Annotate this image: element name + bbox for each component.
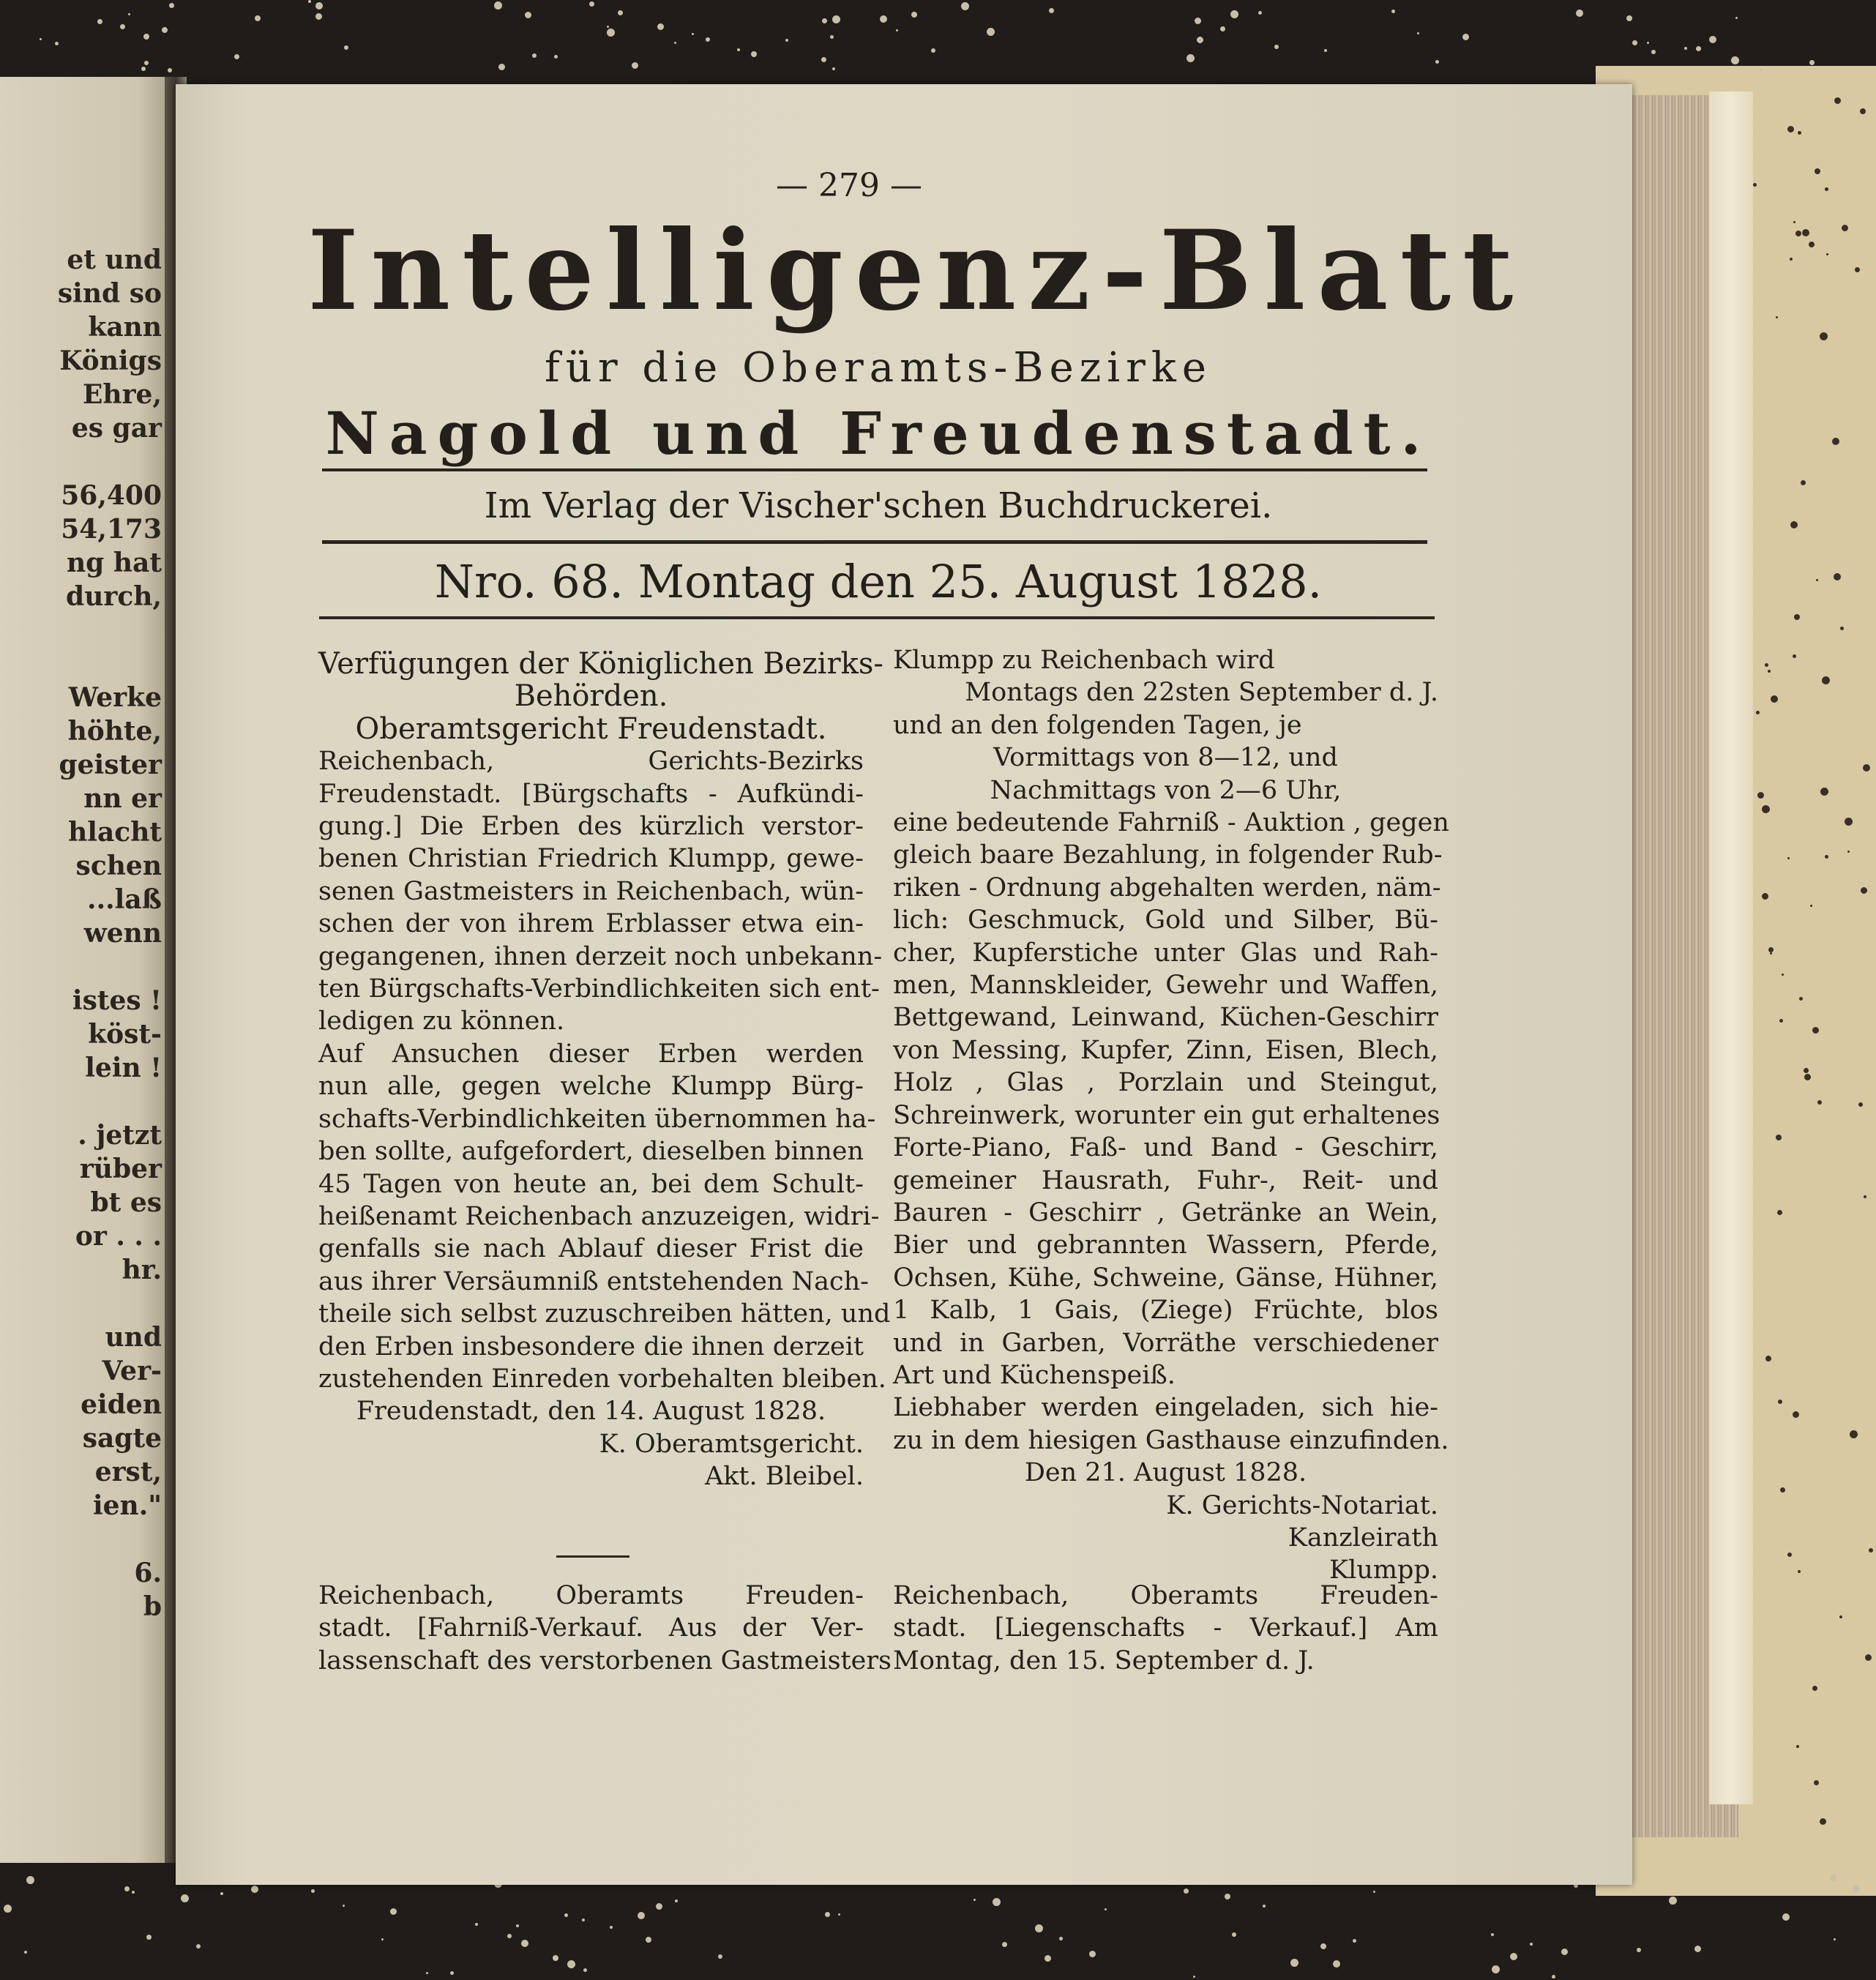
previous-page-line: geister (59, 750, 162, 780)
previous-page-line: durch, (66, 581, 162, 612)
text-line: von Messing, Kupfer, Zinn, Eisen, Blech, (893, 1035, 1438, 1065)
speckle (1770, 952, 1772, 954)
speckle (1810, 905, 1812, 907)
text-line: Vormittags von 8—12, und (993, 743, 1338, 773)
speckle (692, 33, 694, 35)
speckle (146, 1935, 152, 1940)
speckle (674, 42, 676, 44)
speckle (564, 1913, 568, 1917)
text-line: den Erben insbesondere die ihnen derzeit (318, 1331, 864, 1361)
speckle (656, 1903, 662, 1910)
page-number: — 279 — (776, 167, 922, 204)
speckle (55, 42, 59, 45)
text-line: Liebhaber werden eingeladen, sich hie- (893, 1393, 1438, 1423)
previous-page-line: rüber (79, 1154, 162, 1184)
speckle (1552, 1975, 1555, 1979)
speckle (1834, 573, 1841, 580)
speckle (618, 10, 623, 15)
previous-page-line: Ver- (102, 1356, 162, 1386)
speckle (132, 1891, 135, 1894)
speckle (1530, 1943, 1533, 1946)
previous-page-line: Ehre, (82, 379, 162, 410)
speckle (1855, 267, 1860, 272)
previous-page-line: Königs (59, 345, 162, 376)
previous-page-line: es gar (71, 413, 162, 444)
speckle (1735, 17, 1738, 19)
speckle (607, 26, 609, 28)
previous-page-line: . jetzt (78, 1120, 162, 1151)
text-line: genfalls sie nach Ablauf dieser Frist die (318, 1234, 864, 1264)
speckle (832, 67, 835, 70)
speckle (1230, 10, 1238, 18)
speckle (1232, 1932, 1236, 1937)
previous-page-line: hr. (122, 1255, 162, 1285)
speckle (1637, 1948, 1641, 1952)
rule-top (322, 468, 1427, 471)
text-line: Verfügungen der Königlichen Bezirks- (318, 647, 883, 681)
speckle (1220, 26, 1225, 31)
speckle (554, 55, 558, 59)
speckle (143, 34, 149, 40)
text-line: ten Bürgschafts-Verbindlichkeiten sich ent- (318, 974, 880, 1004)
speckle (589, 1, 594, 7)
speckle (1753, 183, 1757, 187)
speckle (97, 19, 102, 24)
text-line: senen Gastmeisters in Reichenbach, wün- (318, 876, 864, 906)
text-line: gung.] Die Erben des kürzlich verstor- (318, 812, 864, 842)
speckle (1002, 1942, 1007, 1947)
right-column (893, 644, 1449, 1587)
text-line: Reichenbach, Oberamts Freuden- (318, 1581, 864, 1610)
text-line: Art und Küchenspeiß. (893, 1360, 1176, 1390)
previous-page-line: eiden (81, 1389, 162, 1420)
left-column (318, 647, 891, 1493)
text-line: Kanzleirath (1288, 1523, 1438, 1553)
speckle (1779, 1019, 1783, 1023)
speckle (1258, 11, 1262, 15)
speckle (1696, 46, 1701, 51)
text-line: ben sollte, aufgefordert, dieselben binnen (318, 1137, 864, 1167)
speckle (1798, 131, 1801, 135)
speckle (610, 1926, 613, 1929)
speckle (507, 1934, 512, 1938)
text-line: Montag, den 15. September d. J. (893, 1645, 1315, 1675)
speckle (751, 51, 757, 57)
text-line: Nachmittags von 2—6 Uhr, (990, 775, 1342, 805)
speckle (1049, 8, 1054, 13)
speckle (475, 1923, 478, 1926)
speckle (973, 1899, 976, 1901)
speckle (1776, 316, 1778, 318)
speckle (880, 15, 887, 23)
section-divider (556, 1555, 629, 1558)
right-column-bottom (893, 1580, 1438, 1677)
speckle (1193, 1976, 1195, 1978)
text-line: Bauren - Geschirr , Getränke an Wein, (893, 1198, 1438, 1228)
speckle (1059, 1937, 1063, 1940)
speckle (706, 37, 710, 42)
speckle (1709, 36, 1716, 43)
speckle (583, 1968, 587, 1972)
speckle (120, 24, 125, 29)
speckle (961, 2, 969, 10)
speckle (251, 1886, 258, 1893)
speckle (830, 35, 834, 39)
speckle (1373, 1891, 1375, 1893)
speckle (124, 1886, 130, 1891)
rule-middle (322, 540, 1427, 544)
previous-page-line: istes ! (72, 985, 162, 1016)
text-line: Reichenbach, Gerichts-Bezirks (318, 747, 864, 777)
text-line: schen der von ihrem Erblasser etwa ein- (318, 909, 864, 939)
speckle (1860, 108, 1866, 114)
speckle (1510, 1953, 1517, 1960)
text-line: Schreinwerk, worunter ein gut erhaltenes (893, 1100, 1440, 1130)
speckle (911, 12, 917, 18)
rule-bottom (319, 616, 1435, 619)
speckle (344, 45, 348, 50)
speckle (1320, 1943, 1326, 1949)
speckle (181, 1894, 189, 1902)
speckle (1333, 1960, 1340, 1968)
text-line: riken - Ordnung abgehalten werden, näm- (893, 873, 1441, 903)
text-line: Forte-Piano, Faß- und Band - Geschirr, (893, 1133, 1438, 1163)
speckle (1353, 1939, 1356, 1943)
speckle (931, 48, 935, 53)
speckle (1731, 56, 1739, 64)
previous-page-line: ien." (92, 1490, 162, 1521)
previous-page-line: höhte, (67, 716, 162, 747)
speckle (822, 18, 827, 23)
publisher-line: Im Verlag der Vischer'schen Buchdruckerei. (484, 485, 1273, 526)
speckle (1632, 40, 1637, 45)
speckle (1794, 614, 1800, 620)
text-line: Freudenstadt. [Bürgschafts - Aufkündi- (318, 779, 864, 809)
previous-page-line: ng hat (66, 548, 162, 578)
speckle (234, 54, 239, 59)
speckle (1626, 15, 1632, 21)
speckle (1782, 1913, 1790, 1921)
speckle (390, 1908, 397, 1915)
masthead-subtitle: für die Oberamts-Bezirke (545, 344, 1212, 392)
previous-page-line: köst- (88, 1019, 162, 1050)
previous-page-line: schen (75, 851, 162, 881)
speckle (993, 1898, 1001, 1906)
speckle (128, 13, 130, 15)
speckle (1801, 480, 1806, 485)
speckle (1186, 54, 1195, 62)
speckle (1861, 887, 1867, 894)
text-line: Montags den 22sten September d. J. (965, 678, 1438, 708)
previous-page-line: hlacht (68, 817, 162, 848)
masthead-title: Intelligenz-Blatt (307, 206, 1525, 335)
speckle (737, 48, 740, 51)
text-line: Ochsen, Kühe, Schweine, Gänse, Hühner, (893, 1263, 1438, 1293)
speckle (315, 2, 323, 10)
speckle (1804, 1068, 1809, 1073)
speckle (521, 1940, 528, 1947)
speckle (494, 1, 502, 10)
previous-page-line: sagte (82, 1423, 162, 1454)
speckle (1694, 1946, 1701, 1952)
speckle (1225, 1894, 1230, 1899)
speckle (1195, 18, 1201, 24)
speckle (498, 64, 505, 70)
speckle (1651, 50, 1656, 54)
speckle (825, 1912, 830, 1917)
text-line: theile sich selbst zuzuschreiben hätten, und (318, 1299, 891, 1329)
speckle (1391, 10, 1395, 13)
previous-page-line: kann (88, 312, 162, 343)
speckle (657, 23, 664, 30)
text-line: eine bedeutende Fahrniß - Auktion , gegen (893, 808, 1449, 838)
speckle (144, 61, 149, 65)
speckle (553, 1955, 558, 1961)
speckle (821, 57, 826, 62)
speckle (1793, 1411, 1799, 1418)
speckle (1834, 1938, 1836, 1940)
previous-page-line: 56,400 (61, 480, 162, 511)
text-line: K. Gerichts-Notariat. (1166, 1490, 1438, 1520)
text-line: Bier und gebrannten Wassern, Pferde, (893, 1230, 1438, 1260)
text-line: zustehenden Einreden vorbehalten bleiben. (318, 1364, 886, 1394)
speckle (169, 3, 174, 8)
text-line: 1 Kalb, 1 Gais, (Ziege) Früchte, blos (893, 1296, 1438, 1326)
speckle (1417, 32, 1419, 34)
text-line: Holz , Glas , Porzlain und Steingut, (893, 1068, 1438, 1098)
text-line: Auf Ansuchen dieser Erben werden (318, 1039, 864, 1069)
previous-page-line: bt es (90, 1187, 162, 1218)
text-line: stadt. [Liegenschafts - Verkauf.] Am (893, 1613, 1438, 1643)
speckle (168, 68, 172, 72)
speckle (315, 13, 322, 20)
speckle (1576, 10, 1583, 17)
speckle (1787, 126, 1794, 132)
speckle (567, 1960, 575, 1968)
speckle (1462, 34, 1469, 40)
previous-page-line: 54,173 (61, 514, 162, 545)
text-line: Oberamtsgericht Freudenstadt. (355, 711, 827, 746)
speckle (1865, 1654, 1872, 1661)
text-line: Bettgewand, Leinwand, Küchen-Geschirr (893, 1003, 1438, 1033)
text-line: gegangenen, ihnen derzeit noch unbekann- (318, 941, 883, 971)
speckle (426, 1972, 428, 1974)
speckle (311, 1889, 315, 1893)
text-line: und an den folgenden Tagen, je (893, 710, 1302, 740)
speckle (1782, 974, 1784, 976)
speckle (1796, 1745, 1799, 1748)
text-line: 45 Tagen von heute an, bei dem Schult- (318, 1169, 864, 1199)
previous-page-line: Werke (68, 682, 162, 713)
speckle (450, 1971, 454, 1975)
masthead-region: Nagold und Freudenstadt. (325, 399, 1432, 468)
page-edges-light (1709, 91, 1753, 1804)
text-line: Freudenstadt, den 14. August 1828. (356, 1397, 826, 1427)
speckle (1105, 1908, 1107, 1910)
text-line: Klumpp zu Reichenbach wird (893, 646, 1275, 675)
speckle (1491, 1933, 1494, 1936)
speckle (1812, 1686, 1817, 1691)
speckle (1684, 47, 1687, 50)
speckle (1492, 1965, 1500, 1973)
left-column-bottom (318, 1580, 892, 1677)
speckle (1776, 1135, 1782, 1140)
previous-page-line: und (105, 1322, 162, 1353)
speckle (1669, 1897, 1677, 1905)
text-line: benen Christian Friedrich Klumpp, gewe- (318, 844, 864, 874)
previous-page-line: erst, (94, 1457, 162, 1487)
speckle (4, 1905, 12, 1913)
speckle (1864, 1195, 1866, 1198)
speckle (607, 29, 615, 37)
speckle (24, 1951, 27, 1954)
previous-page-line: nn er (83, 783, 162, 814)
speckle (838, 1913, 840, 1916)
text-line: Behörden. (514, 679, 668, 714)
speckle (1762, 805, 1770, 813)
speckle (1197, 37, 1203, 43)
text-line: und in Garben, Vorräthe verschiedener (893, 1328, 1438, 1358)
speckle (381, 1938, 384, 1940)
speckle (1324, 49, 1327, 52)
previous-page-line: wenn (83, 918, 162, 949)
speckle (1089, 1951, 1096, 1957)
speckle (532, 53, 537, 58)
text-line: aus ihrer Versäumniß entstehenden Nach- (318, 1266, 869, 1296)
speckle (1184, 1889, 1189, 1894)
speckle (255, 15, 261, 21)
speckle (896, 29, 898, 31)
speckle (1780, 1487, 1785, 1493)
previous-page-line: ...laß (87, 884, 162, 915)
speckle (1765, 663, 1768, 667)
text-line: heißenamt Reichenbach anzuzeigen, widri- (318, 1201, 880, 1231)
text-line: zu in dem hiesigen Gasthause einzufinden. (893, 1425, 1449, 1455)
text-line: lich: Geschmuck, Gold und Silber, Bü- (893, 905, 1438, 935)
speckle (40, 38, 42, 40)
speckle (1778, 1400, 1782, 1404)
speckle (1290, 1959, 1298, 1967)
speckle (26, 1876, 34, 1884)
speckle (632, 62, 638, 69)
text-line: Klumpp. (1328, 1555, 1438, 1585)
text-line: Den 21. August 1828. (1024, 1458, 1307, 1488)
text-line: gleich baare Bezahlung, in folgender Rub- (893, 840, 1443, 870)
previous-page-line: 6. (134, 1558, 162, 1588)
speckle (1768, 670, 1771, 673)
text-line: schafts-Verbindlichkeiten übernommen ha- (318, 1104, 876, 1134)
previous-page-line: b (143, 1591, 162, 1622)
speckle (162, 27, 168, 33)
text-line: cher, Kupferstiche unter Glas und Rah- (893, 938, 1438, 968)
speckle (308, 0, 311, 3)
speckle (525, 12, 531, 18)
text-line: gemeiner Hausrath, Fuhr-, Reit- und (893, 1165, 1438, 1195)
speckle (1799, 997, 1803, 1001)
speckle (1044, 1955, 1051, 1962)
previous-page-line: lein ! (85, 1053, 162, 1083)
speckle (832, 15, 840, 23)
speckle (718, 1954, 722, 1959)
issue-line: Nro. 68. Montag den 25. August 1828. (434, 555, 1323, 608)
speckle (1035, 1924, 1043, 1932)
speckle (646, 1937, 651, 1943)
speckle (1847, 851, 1850, 853)
text-line: men, Mannskleider, Gewehr und Waffen, (893, 971, 1438, 1001)
previous-page-fragment (0, 77, 172, 1863)
speckle (1814, 1780, 1819, 1785)
speckle (1647, 42, 1649, 44)
speckle (1817, 1100, 1822, 1105)
speckle (1809, 60, 1815, 65)
previous-page-line: et und (67, 244, 162, 275)
speckle (1802, 229, 1809, 236)
speckle (141, 67, 146, 71)
text-line: Reichenbach, Oberamts Freuden- (893, 1581, 1438, 1610)
text-line: K. Oberamtsgericht. (599, 1429, 864, 1459)
speckle (220, 1892, 223, 1895)
text-line: stadt. [Fahrniß-Verkauf. Aus der Ver- (318, 1613, 864, 1643)
speckle (1263, 1905, 1266, 1908)
previous-page-line: or . . . (75, 1221, 162, 1252)
speckle (638, 1912, 645, 1919)
speckle (1561, 1949, 1568, 1955)
text-line: lassenschaft des verstorbenen Gastmeisters (318, 1645, 892, 1675)
text-line: ledigen zu können. (318, 1006, 565, 1036)
speckle (343, 1905, 345, 1907)
speckle (196, 1944, 201, 1949)
speckle (987, 28, 995, 36)
speckle (785, 39, 788, 42)
text-line: nun alle, gegen welche Klumpp Bürg- (318, 1072, 864, 1102)
speckle (516, 1924, 519, 1927)
text-line: Akt. Bleibel. (704, 1462, 864, 1492)
speckle (1863, 764, 1870, 772)
speckle (1274, 45, 1279, 49)
speckle (1756, 711, 1760, 714)
speckle (1435, 60, 1439, 64)
speckle (1832, 438, 1839, 445)
speckle (582, 1919, 585, 1921)
previous-page-line: sind so (57, 278, 162, 309)
speckle (1822, 676, 1830, 684)
speckle (1842, 225, 1848, 231)
speckle (675, 1899, 678, 1902)
